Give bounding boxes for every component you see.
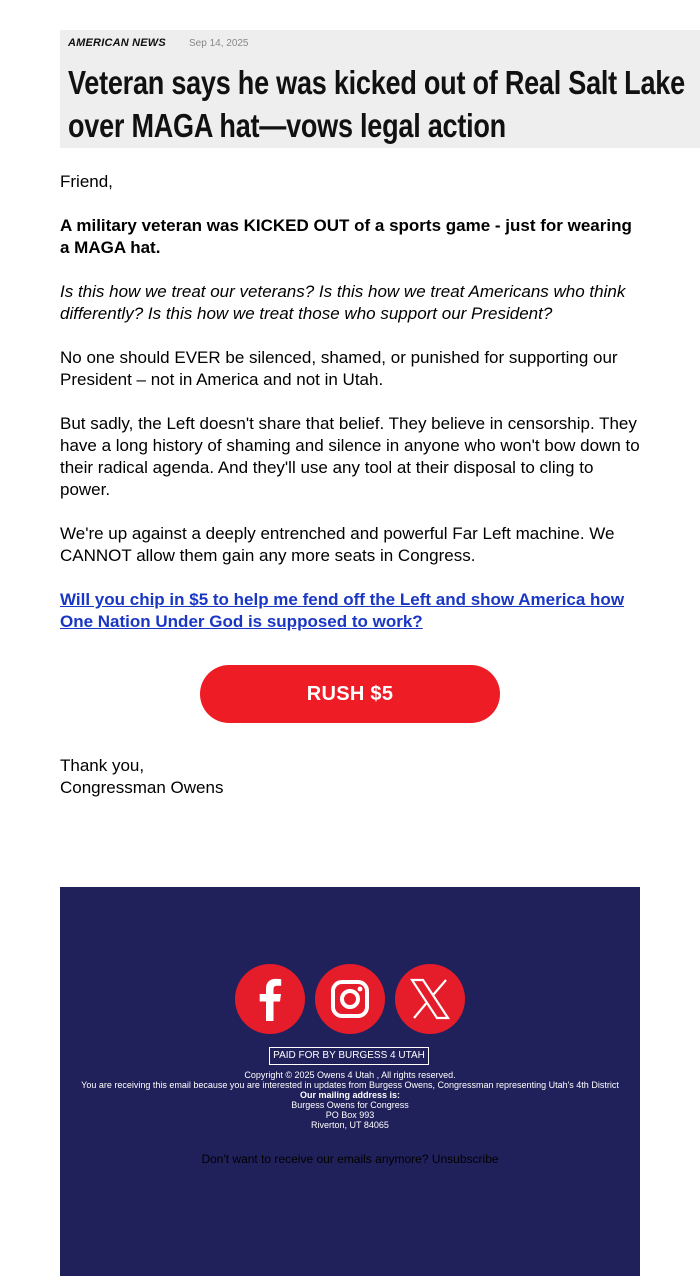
news-date: Sep 14, 2025	[189, 38, 249, 49]
footer-fine-print	[60, 1070, 640, 1130]
signoff	[60, 755, 223, 799]
paragraph-left: But sadly, the Left doesn't share that belief. They believe in censorship. They have a long history of shaming and silence in anyone who won't bow down to their radical agenda. And they'll use any tool at their disposal to cling to power.	[60, 414, 640, 499]
x-icon[interactable]	[395, 964, 465, 1034]
address-po-box: PO Box 993	[325, 1110, 375, 1120]
paragraph-silenced: No one should EVER be silenced, shamed, or punished for supporting our President – not in America and not in Utah.	[60, 348, 618, 389]
unsubscribe-line	[60, 1152, 640, 1166]
greeting: Friend,	[60, 172, 113, 191]
copyright-text: Copyright © 2025 Owens 4 Utah , All rights reserved.	[244, 1070, 456, 1080]
facebook-icon[interactable]	[235, 964, 305, 1034]
donate-link[interactable]: Will you chip in $5 to help me fend off the Left and show America how One Nation Under God is supposed to work?	[60, 590, 625, 631]
signoff-name: Congressman Owens	[60, 778, 224, 797]
signoff-thanks: Thank you,	[60, 756, 145, 775]
instagram-icon[interactable]	[315, 964, 385, 1034]
paragraph-questions: Is this how we treat our veterans? Is this how we treat Americans who think differently? Is this how we treat those who support our President?	[60, 282, 626, 323]
paragraph-machine: We're up against a deeply entrenched and powerful Far Left machine. We CANNOT allow them gain any more seats in Congress.	[60, 524, 615, 565]
social-links	[235, 964, 465, 1034]
address-city: Riverton, UT 84065	[311, 1120, 389, 1130]
news-headline-image	[60, 30, 700, 148]
news-headline	[68, 61, 691, 147]
email-body	[60, 171, 640, 655]
unsubscribe-prompt: Don't want to receive our emails anymore?	[201, 1152, 429, 1166]
rush-donate-button[interactable]: RUSH $5	[200, 665, 500, 723]
paragraph-intro: A military veteran was KICKED OUT of a sports game - just for wearing a MAGA hat.	[60, 216, 632, 257]
unsubscribe-link[interactable]: Unsubscribe	[431, 1152, 499, 1166]
receiving-reason-text: You are receiving this email because you are interested in updates from Burgess Owens, Congressman representing Utah's 4th District	[81, 1080, 619, 1090]
address-name: Burgess Owens for Congress	[291, 1100, 409, 1110]
paid-for-disclaimer: PAID FOR BY BURGESS 4 UTAH	[269, 1047, 429, 1065]
email-footer	[60, 887, 640, 1276]
headline-line-1: Veteran says he was kicked out of Real Salt Lake	[68, 64, 685, 101]
headline-line-2: over MAGA hat—vows legal action	[68, 107, 506, 144]
mailing-address-label: Our mailing address is:	[299, 1090, 401, 1100]
news-source: AMERICAN NEWS	[68, 37, 166, 49]
